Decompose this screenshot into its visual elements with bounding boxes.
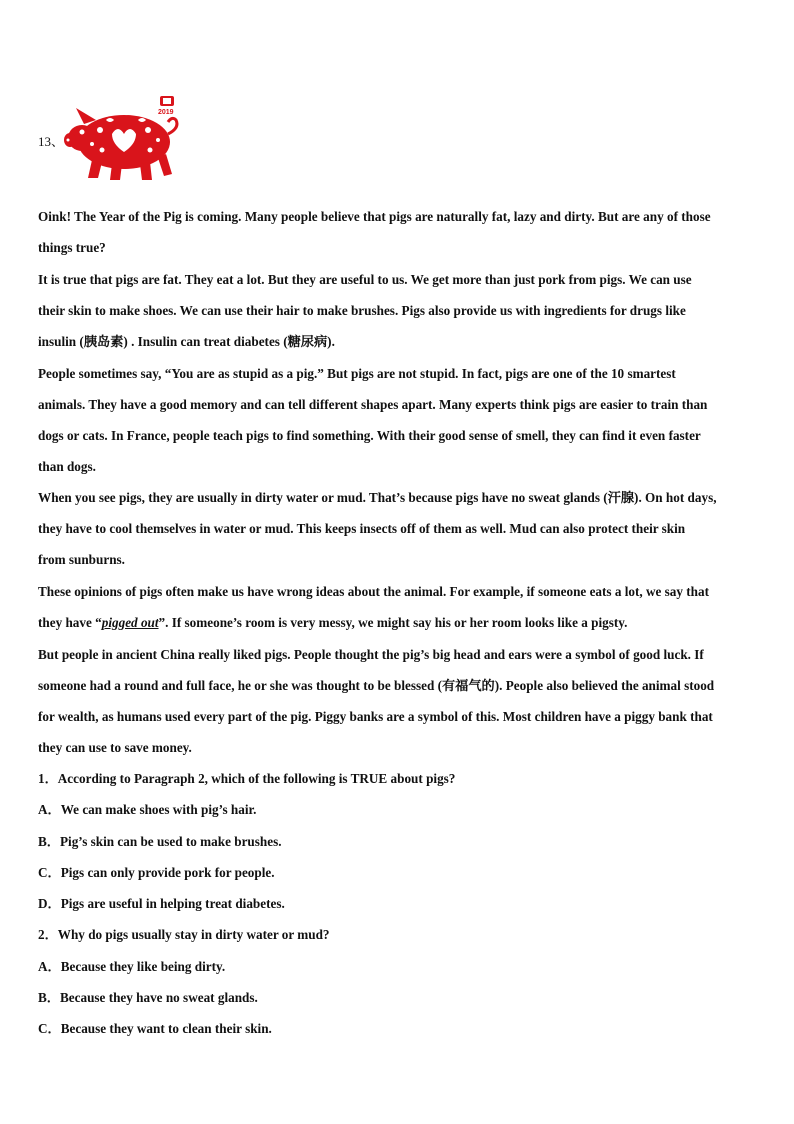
paragraph-1-line-2: things true? [38, 240, 106, 255]
pig-paper-cut-image [62, 94, 182, 182]
paragraph-6-line-1: But people in ancient China really liked pigs. People thought the pig’s big head and ears were a symbol of good luck. If [38, 647, 704, 662]
question-1-option-b: B．Pig’s skin can be used to make brushes. [38, 834, 282, 849]
paragraph-3-line-2: animals. They have a good memory and can tell different shapes apart. Many experts think pigs are easier to train than [38, 397, 708, 412]
paragraph-1-line-1: Oink! The Year of the Pig is coming. Many people believe that pigs are naturally fat, lazy and dirty. But are any of those [38, 209, 711, 224]
paragraph-6-line-2: someone had a round and full face, he or she was thought to be blessed (有福气的). People also believed the animal stood [38, 678, 715, 693]
stamp-year-text: 2019 [158, 109, 174, 116]
question-2-option-c: C．Because they want to clean their skin. [38, 1021, 272, 1036]
paragraph-3-line-4: than dogs. [38, 459, 96, 474]
question-1-stem: 1．According to Paragraph 2, which of the following is TRUE about pigs? [38, 771, 456, 786]
question-2-option-a: A．Because they like being dirty. [38, 959, 226, 974]
question-1-option-c: C．Pigs can only provide pork for people. [38, 865, 275, 880]
question-2-stem: 2．Why do pigs usually stay in dirty water or mud? [38, 927, 330, 942]
underlined-phrase: pigged out [101, 615, 159, 630]
paragraph-5-line-1: These opinions of pigs often make us have wrong ideas about the animal. For example, if someone eats a lot, we say that [38, 584, 709, 599]
question-2-option-b: B．Because they have no sweat glands. [38, 990, 258, 1005]
paragraph-3-line-1: People sometimes say, “You are as stupid as a pig.” But pigs are not stupid. In fact, pigs are one of the 10 smartest [38, 366, 676, 381]
paragraph-4-line-1: When you see pigs, they are usually in dirty water or mud. That’s because pigs have no sweat glands (汗腺). On hot days, [38, 490, 717, 505]
paragraph-4-line-2: they have to cool themselves in water or mud. This keeps insects off of them as well. Mud can also protect their skin [38, 521, 686, 536]
paragraph-5-text-before: they have “ [38, 615, 102, 630]
paragraph-2-line-2: their skin to make shoes. We can use their hair to make brushes. Pigs also provide us with ingredients for drugs like [38, 303, 686, 318]
paragraph-4-line-3: from sunburns. [38, 552, 125, 567]
paragraph-5-text-after: ”. If someone’s room is very messy, we might say his or her room looks like a pigsty. [158, 615, 628, 630]
paragraph-5-line-2 [38, 615, 627, 631]
question-number: 13、 [38, 134, 65, 149]
question-1-option-d: D．Pigs are useful in helping treat diabetes. [38, 896, 285, 911]
paragraph-2-line-1: It is true that pigs are fat. They eat a lot. But they are useful to us. We get more than just pork from pigs. We can use [38, 272, 692, 287]
question-1-option-a: A．We can make shoes with pig’s hair. [38, 802, 257, 817]
paragraph-6-line-4: they can use to save money. [38, 740, 192, 755]
paragraph-2-line-3: insulin (胰岛素) . Insulin can treat diabetes (糖尿病). [38, 334, 335, 349]
paragraph-3-line-3: dogs or cats. In France, people teach pigs to find something. With their good sense of smell, they can find it even faster [38, 428, 701, 443]
paragraph-6-line-3: for wealth, as humans used every part of the pig. Piggy banks are a symbol of this. Most children have a piggy bank that [38, 709, 713, 724]
